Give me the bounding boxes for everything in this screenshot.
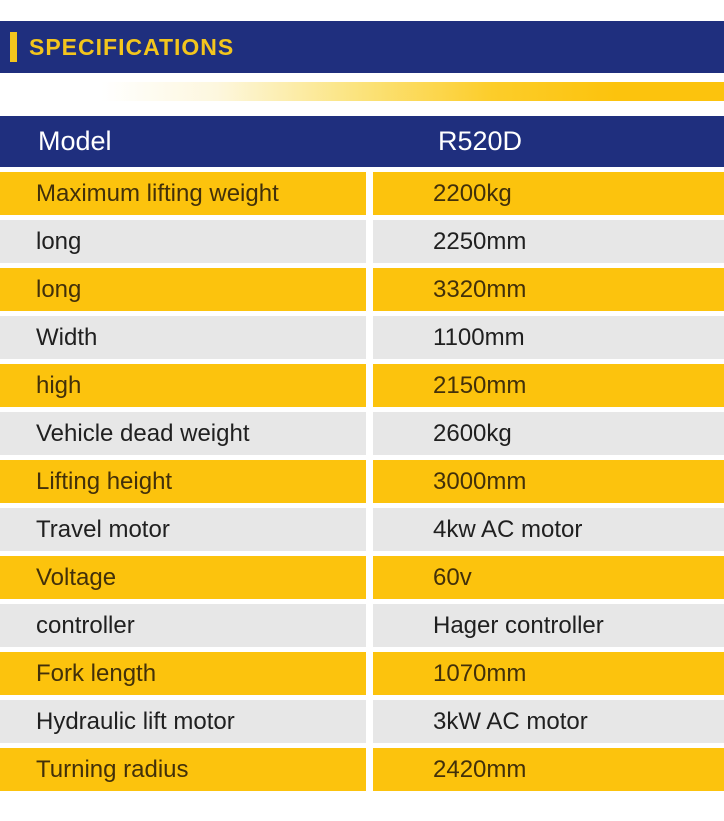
table-row	[0, 268, 724, 311]
spec-label: Lifting height	[0, 460, 366, 503]
spec-label: Voltage	[0, 556, 366, 599]
spec-label: Travel motor	[0, 508, 366, 551]
spec-value: 2200kg	[373, 172, 724, 215]
spec-value: 2420mm	[373, 748, 724, 791]
table-header-label: Model	[38, 126, 112, 156]
spec-value: 1100mm	[373, 316, 724, 359]
spec-value: 2250mm	[373, 220, 724, 263]
page-title: SPECIFICATIONS	[29, 33, 235, 60]
gradient-shine-strip	[0, 82, 724, 101]
spec-value: 3kW AC motor	[373, 700, 724, 743]
spec-label: Maximum lifting weight	[0, 172, 366, 215]
table-row	[0, 652, 724, 695]
table-header-value: R520D	[438, 126, 523, 156]
spec-value: Hager controller	[373, 604, 724, 647]
spec-value: 3000mm	[373, 460, 724, 503]
table-row	[0, 364, 724, 407]
table-row	[0, 604, 724, 647]
table-row	[0, 172, 724, 215]
spec-value: 3320mm	[373, 268, 724, 311]
table-row	[0, 748, 724, 791]
spec-value: 60v	[373, 556, 724, 599]
spec-label: Width	[0, 316, 366, 359]
table-row	[0, 460, 724, 503]
spec-label: high	[0, 364, 366, 407]
table-header-row	[0, 116, 724, 167]
spec-label: long	[0, 220, 366, 263]
spec-label: long	[0, 268, 366, 311]
spec-value: 2150mm	[373, 364, 724, 407]
spec-value: 1070mm	[373, 652, 724, 695]
spec-label: Hydraulic lift motor	[0, 700, 366, 743]
spec-label: Vehicle dead weight	[0, 412, 366, 455]
spec-value: 4kw AC motor	[373, 508, 724, 551]
table-row	[0, 556, 724, 599]
specifications-table	[0, 116, 724, 791]
table-row	[0, 508, 724, 551]
spec-label: Fork length	[0, 652, 366, 695]
table-row	[0, 316, 724, 359]
section-title-band	[0, 21, 724, 73]
table-row	[0, 412, 724, 455]
spec-label: controller	[0, 604, 366, 647]
table-row	[0, 700, 724, 743]
spec-label: Turning radius	[0, 748, 366, 791]
title-accent-bar	[10, 32, 17, 62]
table-row	[0, 220, 724, 263]
spec-value: 2600kg	[373, 412, 724, 455]
